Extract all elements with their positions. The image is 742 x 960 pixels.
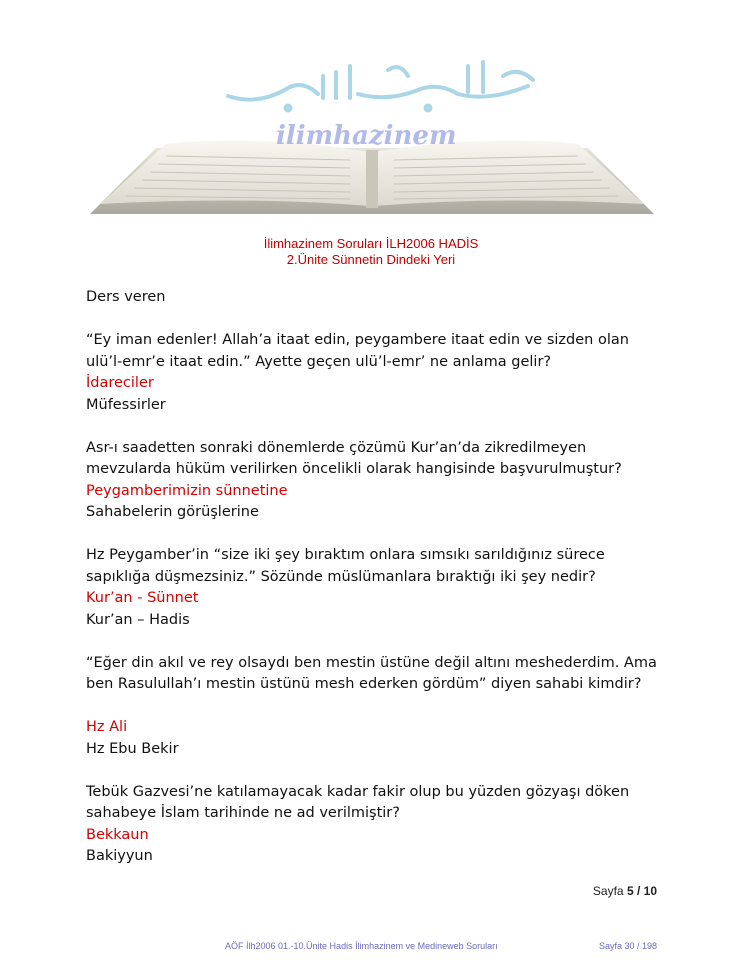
ilimhazinem-watermark: ilimhazinem	[276, 121, 457, 151]
wrong-answer: Hz Ebu Bekir	[86, 740, 179, 757]
question-line: sahabeye İslam tarihinde ne ad verilmiştir?	[86, 805, 400, 821]
page-total: 10	[643, 884, 657, 898]
header-title: İlimhazinem Soruları İLH2006 HADİS	[263, 236, 479, 251]
correct-answer: Bekkaun	[86, 826, 149, 843]
question-line: Asr-ı saadetten sonraki dönemlerde çözümü Kur’an’da zikredilmeyen	[86, 439, 587, 456]
question-line: ulü’l-emr’e itaat edin.” Ayette geçen ulü’l-emr’ ne anlama gelir?	[86, 353, 552, 370]
question-block	[86, 782, 686, 868]
correct-answer: İdareciler	[86, 375, 154, 391]
header-subtitle: 2.Ünite Sünnetin Dindeki Yeri	[286, 252, 456, 267]
question-block	[86, 438, 686, 524]
question-block	[86, 330, 686, 416]
question-list	[86, 287, 686, 868]
wrong-answer: Sahabelerin görüşlerine	[86, 504, 259, 520]
correct-answer: Hz Ali	[86, 719, 128, 735]
question-block	[86, 545, 686, 631]
correct-answer: Kur’an - Sünnet	[86, 590, 199, 606]
page-separator: /	[633, 884, 644, 898]
question-line: ben Rasulullah’ı mestin üstünü mesh ederken gördüm” diyen sahabi kimdir?	[86, 676, 642, 692]
question-line: “Eğer din akıl ve rey olsaydı ben mestin üstüne değil altını meshederdim. Ama	[86, 654, 657, 671]
wrong-answer: Kur’an – Hadis	[86, 611, 190, 628]
wrong-answer: Bakiyyun	[86, 848, 153, 864]
footer-page-number: Sayfa 30 / 198	[598, 941, 657, 951]
page-current: 5	[626, 884, 634, 898]
footer-title: AÖF İlh2006 01.-10.Ünite Hadis İlimhazinem ve Medineweb Soruları	[225, 941, 498, 951]
document-header	[0, 236, 742, 268]
question-line: “Ey iman edenler! Allah’a itaat edin, peygambere itaat edin ve sizden olan	[86, 332, 629, 348]
question-line: sapıklığa düşmezsiniz.” Sözünde müslümanlara bıraktığı iki şey nedir?	[86, 568, 596, 585]
calligraphy-icon	[228, 62, 533, 111]
question-line: Tebük Gazvesi’ne katılamayacak kadar fakir olup bu yüzden gözyaşı döken	[86, 783, 630, 800]
question-line: Hz Peygamber’in “size iki şey bıraktım onlara sımsıkı sarıldığınız sürece	[86, 547, 605, 563]
intro-text: Ders veren	[86, 289, 166, 305]
page-label: Sayfa	[592, 884, 624, 898]
header-banner	[88, 36, 656, 221]
question-block	[86, 653, 686, 761]
correct-answer: Peygamberimizin sünnetine	[86, 482, 288, 499]
wrong-answer: Müfessirler	[86, 396, 166, 413]
open-book-image	[88, 36, 656, 221]
page-indicator	[593, 884, 657, 898]
question-line: mevzularda hüküm verilirken öncelikli olarak hangisinde başvurulmuştur?	[86, 461, 622, 477]
